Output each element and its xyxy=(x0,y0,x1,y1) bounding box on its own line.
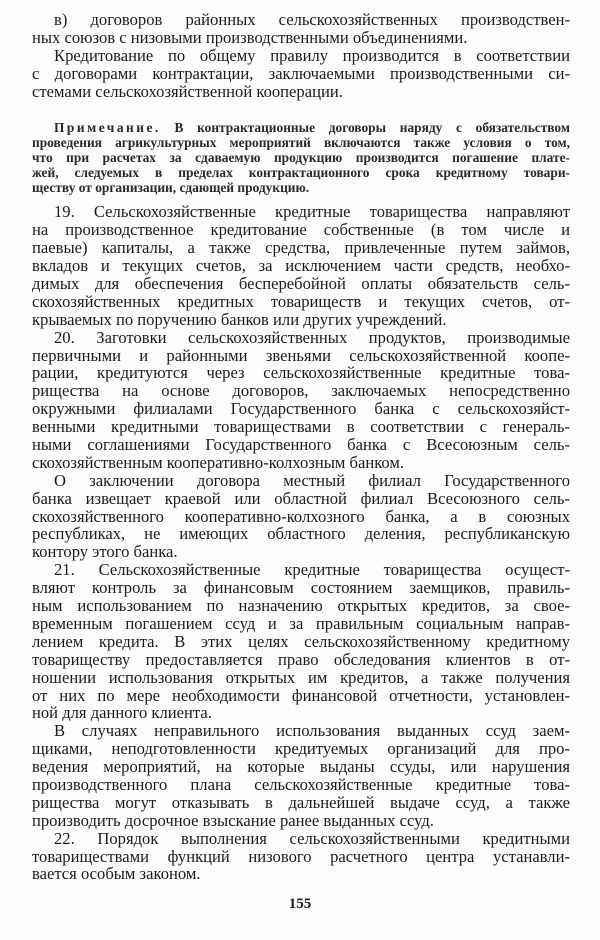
text-line: лением кредита. В этих целях сельскохозяйственному кредитному xyxy=(32,631,570,651)
text-line: ведения мероприятий, на которые выданы ссуды, или нарушения xyxy=(32,757,570,777)
text-line: ношении использования открытых им кредитов, а также получения xyxy=(32,667,570,687)
text-line: ными соглашениями Государственного банка с Всесоюзным сель- xyxy=(32,435,570,455)
text-line: что при расчетах за сдаваемую продукцию производится погашение плате- xyxy=(32,150,570,166)
page-number: 155 xyxy=(288,896,312,912)
text-line: товариществами функций низового расчетного центра устанавли- xyxy=(32,846,570,866)
text-line: республиках, не имеющих областного деления, республиканскую xyxy=(32,524,570,544)
text-line: щиками, неподготовленности кредитуемых организаций для про- xyxy=(32,739,570,759)
text-line: ной для данного клиента. xyxy=(32,703,212,723)
text-line: паевые) капиталы, а также средства, привлеченные путем займов, xyxy=(32,238,570,258)
text-line: на производственное кредитование собственные (в том числе и xyxy=(32,220,570,240)
text-line: крываемых по поручению банков или других учреждений. xyxy=(32,309,447,329)
text-line: рищества на основе договоров, заключаемых непосредственно xyxy=(32,381,570,401)
paragraph xyxy=(32,561,570,722)
text-line: 19. Сельскохозяйственные кредитные товарищества направляют xyxy=(54,202,570,222)
text-line: банка извещает краевой или областной филиал Всесоюзного сель- xyxy=(32,488,570,508)
note-paragraph xyxy=(32,120,570,195)
text-line: скохозяйственных кредитных товариществ и текущих счетов, от- xyxy=(32,291,570,311)
text-line: ществу от организации, сдающей продукцию. xyxy=(32,180,310,196)
text-line: вляют контроль за финансовым состоянием заемщиков, правиль- xyxy=(32,578,570,598)
text-line xyxy=(32,120,570,135)
text-line: вкладов и текущих счетов, за исключением части средств, необхо- xyxy=(32,256,570,276)
text-line: скохозяйственного кооперативно-колхозного банка, а в союзных xyxy=(32,506,570,526)
text-line: О заключении договора местный филиал Государственного xyxy=(54,470,570,490)
text-line: рищества могут отказывать в дальнейшей выдаче ссуд, а также xyxy=(32,792,570,812)
text-line: В случаях неправильного использования выданных ссуд заем- xyxy=(54,721,570,741)
note-label: Примечание. xyxy=(54,120,161,136)
text-line: производственного плана сельскохозяйственные кредитные това- xyxy=(32,774,570,794)
text-line: ных союзов с низовыми производственными объединениями. xyxy=(32,27,468,47)
text-line: ным использованием по назначению открытых кредитов, за свое- xyxy=(32,596,570,616)
text-line: стемами сельскохозяйственной кооперации. xyxy=(32,81,343,101)
text-line: димых для обеспечения бесперебойной оплаты обязательств сель- xyxy=(32,274,570,294)
text-line: Кредитование по общему правилу производится в соответствии xyxy=(54,45,570,65)
text-line: от них по мере необходимости финансовой отчетности, установлен- xyxy=(32,685,570,705)
document-page xyxy=(32,11,570,883)
text-line: временным погашением ссуд и за правильным социальным направ- xyxy=(32,613,570,633)
text-line: первичными и районными звеньями сельскохозяйственной коопе- xyxy=(32,345,570,365)
text-line: 21. Сельскохозяйственные кредитные товарищества осущест- xyxy=(54,560,570,580)
note-text: В контрактационные договоры наряду с обязательством xyxy=(174,120,570,136)
text-line: жей, следуемых в пределах контрактационного срока кредитному товари- xyxy=(32,165,570,181)
paragraph xyxy=(32,472,570,561)
text-line: с договорами контрактации, заключаемыми производственными си- xyxy=(32,63,570,83)
text-line: рации, кредитуются через сельскохозяйственные кредитные това- xyxy=(32,363,570,383)
paragraph xyxy=(32,11,570,47)
paragraph xyxy=(32,329,570,472)
text-line: производить досрочное взыскание ранее выданных ссуд. xyxy=(32,810,434,830)
paragraph xyxy=(32,47,570,101)
paragraph xyxy=(32,203,570,328)
text-line: скохозяйственным кооперативно-колхозным банком. xyxy=(32,452,405,472)
text-line: контору этого банка. xyxy=(32,542,178,562)
text-line: в) договоров районных сельскохозяйственных производствен- xyxy=(54,10,570,29)
text-line: 22. Порядок выполнения сельскохозяйственными кредитными xyxy=(54,828,570,848)
paragraph xyxy=(32,722,570,829)
text-line: товариществу предоставляется право обследования клиентов в от- xyxy=(32,649,570,669)
text-line: 20. Заготовки сельскохозяйственных продуктов, производимые xyxy=(54,327,570,347)
paragraph xyxy=(32,830,570,884)
text-line: венными кредитными товариществами в соответствии с генераль- xyxy=(32,417,570,437)
text-line: проведения агрикультурных мероприятий включаются также условия о том, xyxy=(32,135,570,151)
text-line: окружными филиалами Государственного банка с сельскохозяйст- xyxy=(32,399,570,419)
text-line: вается особым законом. xyxy=(32,864,201,884)
